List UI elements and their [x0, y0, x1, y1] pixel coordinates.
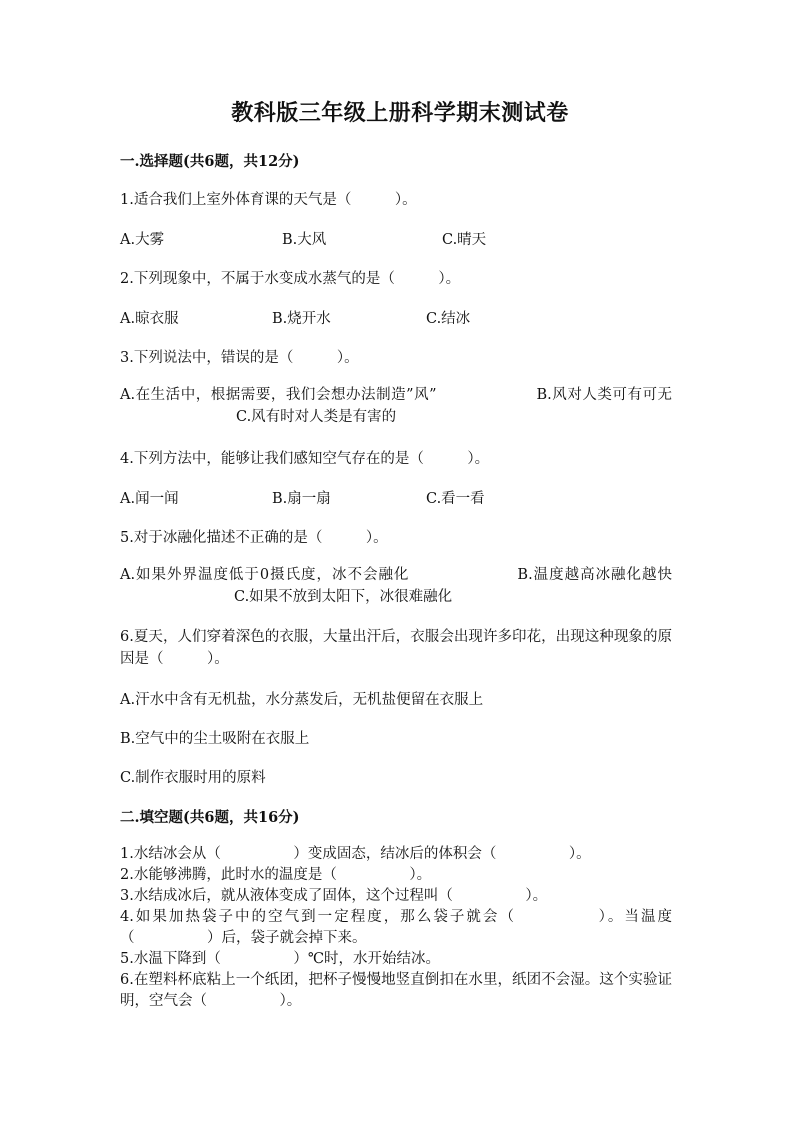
option-a: A.汗水中含有无机盐，水分蒸发后，无机盐便留在衣服上 [120, 692, 484, 708]
fill-item: 4.如果加热袋子中的空气到一定程度，那么袋子就会（ ）。当温度（ ）后，袋子就会掉下来。 [120, 909, 672, 946]
options-block [120, 564, 672, 608]
option-c: C.如果不放到太阳下，冰很难融化 [234, 589, 453, 605]
option-a: A.晾衣服 [120, 311, 179, 327]
options-block [120, 384, 672, 428]
option-b: B.温度越高冰融化越快 [517, 567, 673, 583]
fill-item: 5.水温下降到（ ）℃时，水开始结冰。 [120, 951, 441, 967]
question-stem: 1.适合我们上室外体育课的天气是（ ）。 [120, 192, 417, 208]
option-b: B.烧开水 [272, 311, 331, 327]
fill-item: 1.水结冰会从（ ）变成固态，结冰后的体积会（ ）。 [120, 846, 591, 862]
option-a: A.在生活中，根据需要，我们会想办法制造”风” [120, 387, 437, 403]
fill-item: 2.水能够沸腾，此时水的温度是（ ）。 [120, 867, 432, 883]
option-c: C.制作衣服时用的原料 [120, 770, 266, 786]
fill-blank-list [120, 844, 672, 1012]
option-c: C.风有时对人类是有害的 [236, 409, 397, 425]
section-heading-choice: 一.选择题(共6题，共12分) [120, 153, 300, 170]
page-title: 教科版三年级上册科学期末测试卷 [231, 100, 569, 126]
option-a: A.大雾 [120, 232, 165, 248]
question-stem: 2.下列现象中，不属于水变成水蒸气的是（ ）。 [120, 271, 461, 287]
option-b: B.扇一扇 [272, 491, 331, 507]
option-a: A.如果外界温度低于0摄氏度，冰不会融化 [120, 567, 410, 583]
question-stem: 3.下列说法中，错误的是（ ）。 [120, 350, 359, 366]
question-stem: 4.下列方法中，能够让我们感知空气存在的是（ ）。 [120, 451, 490, 467]
option-a: A.闻一闻 [120, 491, 179, 507]
option-b: B.风对人类可有可无 [536, 387, 673, 403]
question-stem: 5.对于冰融化描述不正确的是（ ）。 [120, 530, 388, 546]
option-b: B.大风 [282, 232, 327, 248]
section-heading-fill: 二.填空题(共6题，共16分) [120, 809, 300, 826]
fill-item: 3.水结成冰后，就从液体变成了固体，这个过程叫（ ）。 [120, 888, 548, 904]
option-c: C.晴天 [442, 232, 487, 248]
option-c: C.结冰 [426, 311, 471, 327]
question-stem: 6.夏天，人们穿着深色的衣服，大量出汗后，衣服会出现许多印花，出现这种现象的原因是（ ）。 [120, 629, 672, 667]
option-c: C.看一看 [426, 491, 485, 507]
option-b: B.空气中的尘土吸附在衣服上 [120, 731, 310, 747]
fill-item: 6.在塑料杯底粘上一个纸团，把杯子慢慢地竖直倒扣在水里，纸团不会湿。这个实验证明，空气会（ ）。 [120, 972, 672, 1009]
